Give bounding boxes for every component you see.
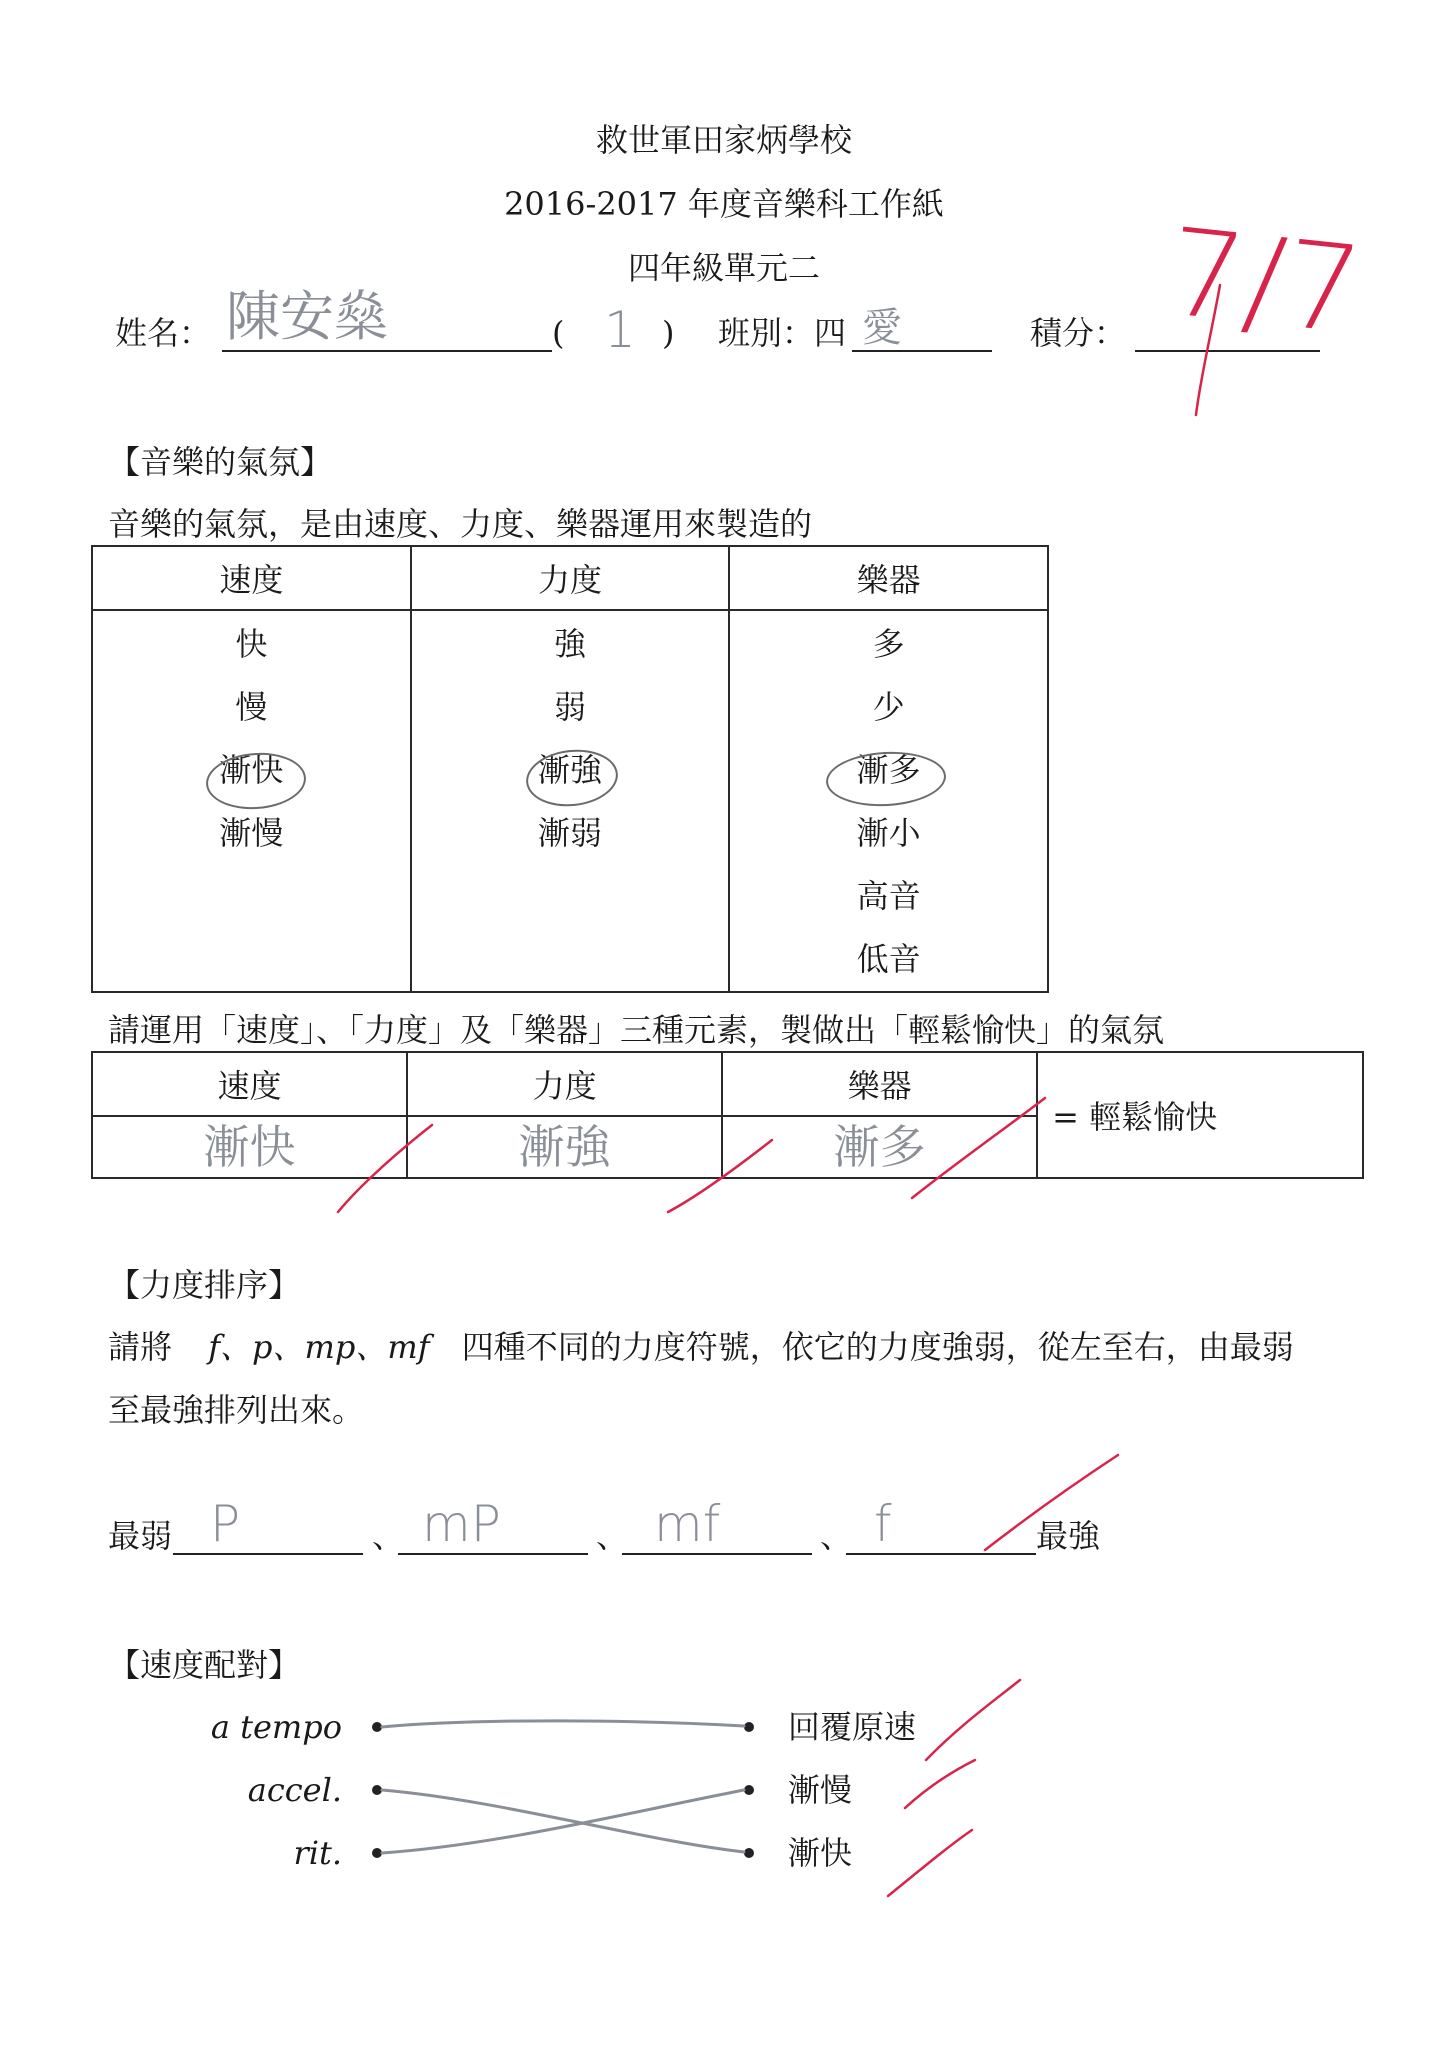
col-header-dynamics: 力度 xyxy=(411,546,730,610)
answer-tempo-handwritten: 漸快 xyxy=(92,1116,407,1178)
answer-header-tempo: 速度 xyxy=(92,1052,407,1116)
list-item: 低音 xyxy=(856,940,921,978)
answer-dynamics-handwritten: 漸強 xyxy=(407,1116,722,1178)
section-heading-atmosphere: 【音樂的氣氛】 xyxy=(108,443,333,481)
task-instruction: 請運用「速度」、「力度」及「樂器」三種元素，製做出「輕鬆愉快」的氣氛 xyxy=(108,1011,1165,1049)
red-tick-match-3 xyxy=(888,1830,972,1896)
meaning-2: 漸慢 xyxy=(788,1771,853,1809)
red-tick-match-1 xyxy=(926,1680,1020,1760)
meaning-3: 漸快 xyxy=(788,1834,853,1872)
match-line-2 xyxy=(382,1790,744,1852)
list-item: 漸強 xyxy=(537,751,602,789)
class-label: 班別：四 xyxy=(718,314,847,352)
instruction-suffix: 四種不同的力度符號，依它的力度強弱，從左至右，由最弱 xyxy=(461,1328,1294,1366)
red-tick-match-2 xyxy=(905,1760,975,1808)
school-title: 救世軍田家炳學校 xyxy=(595,121,852,159)
list-item: 少 xyxy=(872,688,905,726)
col-header-instruments: 樂器 xyxy=(729,546,1048,610)
col-header-tempo: 速度 xyxy=(92,546,411,610)
score-label: 積分： xyxy=(1030,314,1127,352)
red-tick-ordering xyxy=(985,1455,1118,1550)
number-handwritten: 1 xyxy=(604,301,636,359)
list-item: 高音 xyxy=(856,877,921,915)
red-tick-instruments xyxy=(912,1098,1045,1198)
list-item: 漸慢 xyxy=(219,814,284,852)
answer-handwritten-4: f xyxy=(874,1495,892,1553)
number-open: ( xyxy=(552,314,565,352)
weakest-label: 最弱 xyxy=(108,1517,173,1555)
answer-header-dynamics: 力度 xyxy=(407,1052,722,1116)
answer-handwritten-3: mf xyxy=(654,1495,721,1553)
name-handwritten: 陳安燊 xyxy=(226,285,388,348)
list-item: 多 xyxy=(872,625,905,663)
separator-1: 、 xyxy=(372,1517,405,1555)
worksheet-title: 2016-2017 年度音樂科工作紙 xyxy=(504,185,944,223)
list-item: 漸快 xyxy=(219,751,284,789)
name-label: 姓名： xyxy=(115,314,212,352)
answer-handwritten-2: mP xyxy=(422,1495,501,1553)
answer-instruments-handwritten: 漸多 xyxy=(722,1116,1037,1178)
class-handwritten: 愛 xyxy=(862,305,902,351)
separator-2: 、 xyxy=(596,1517,629,1555)
strongest-label: 最強 xyxy=(1036,1517,1101,1555)
red-score-slash xyxy=(1196,285,1220,415)
list-item: 漸多 xyxy=(856,751,921,789)
answer-header-instruments: 樂器 xyxy=(722,1052,1037,1116)
dynamics-instruction-line2: 至最強排列出來。 xyxy=(108,1391,365,1429)
unit-title: 四年級單元二 xyxy=(627,249,820,287)
red-tick-dynamics xyxy=(668,1140,772,1212)
meaning-1: 回覆原速 xyxy=(788,1708,917,1746)
atmosphere-intro: 音樂的氣氛，是由速度、力度、樂器運用來製造的 xyxy=(108,505,813,543)
list-item: 漸小 xyxy=(856,814,921,852)
list-item: 弱 xyxy=(553,688,586,726)
match-line-1 xyxy=(382,1721,744,1727)
number-close: ) xyxy=(662,314,675,352)
list-item: 強 xyxy=(553,625,586,663)
term-accel: accel. xyxy=(247,1771,342,1809)
separator-3: 、 xyxy=(820,1517,853,1555)
list-item: 漸弱 xyxy=(537,814,602,852)
list-item: 快 xyxy=(235,625,268,663)
term-a-tempo: a tempo xyxy=(210,1708,342,1746)
dynamic-symbols: f、p、mp、mf xyxy=(208,1328,430,1366)
red-tick-tempo xyxy=(338,1125,432,1212)
result-cell: = 輕鬆愉快 xyxy=(1037,1052,1363,1178)
term-rit: rit. xyxy=(293,1834,342,1872)
section-heading-tempo-matching: 【速度配對】 xyxy=(108,1646,301,1684)
answer-handwritten-1: P xyxy=(210,1495,241,1553)
instruction-prefix: 請將 xyxy=(108,1328,173,1366)
score-red-mark: 7/7 xyxy=(1161,203,1368,362)
section-heading-dynamics-order: 【力度排序】 xyxy=(108,1266,301,1304)
list-item: 慢 xyxy=(235,688,268,726)
